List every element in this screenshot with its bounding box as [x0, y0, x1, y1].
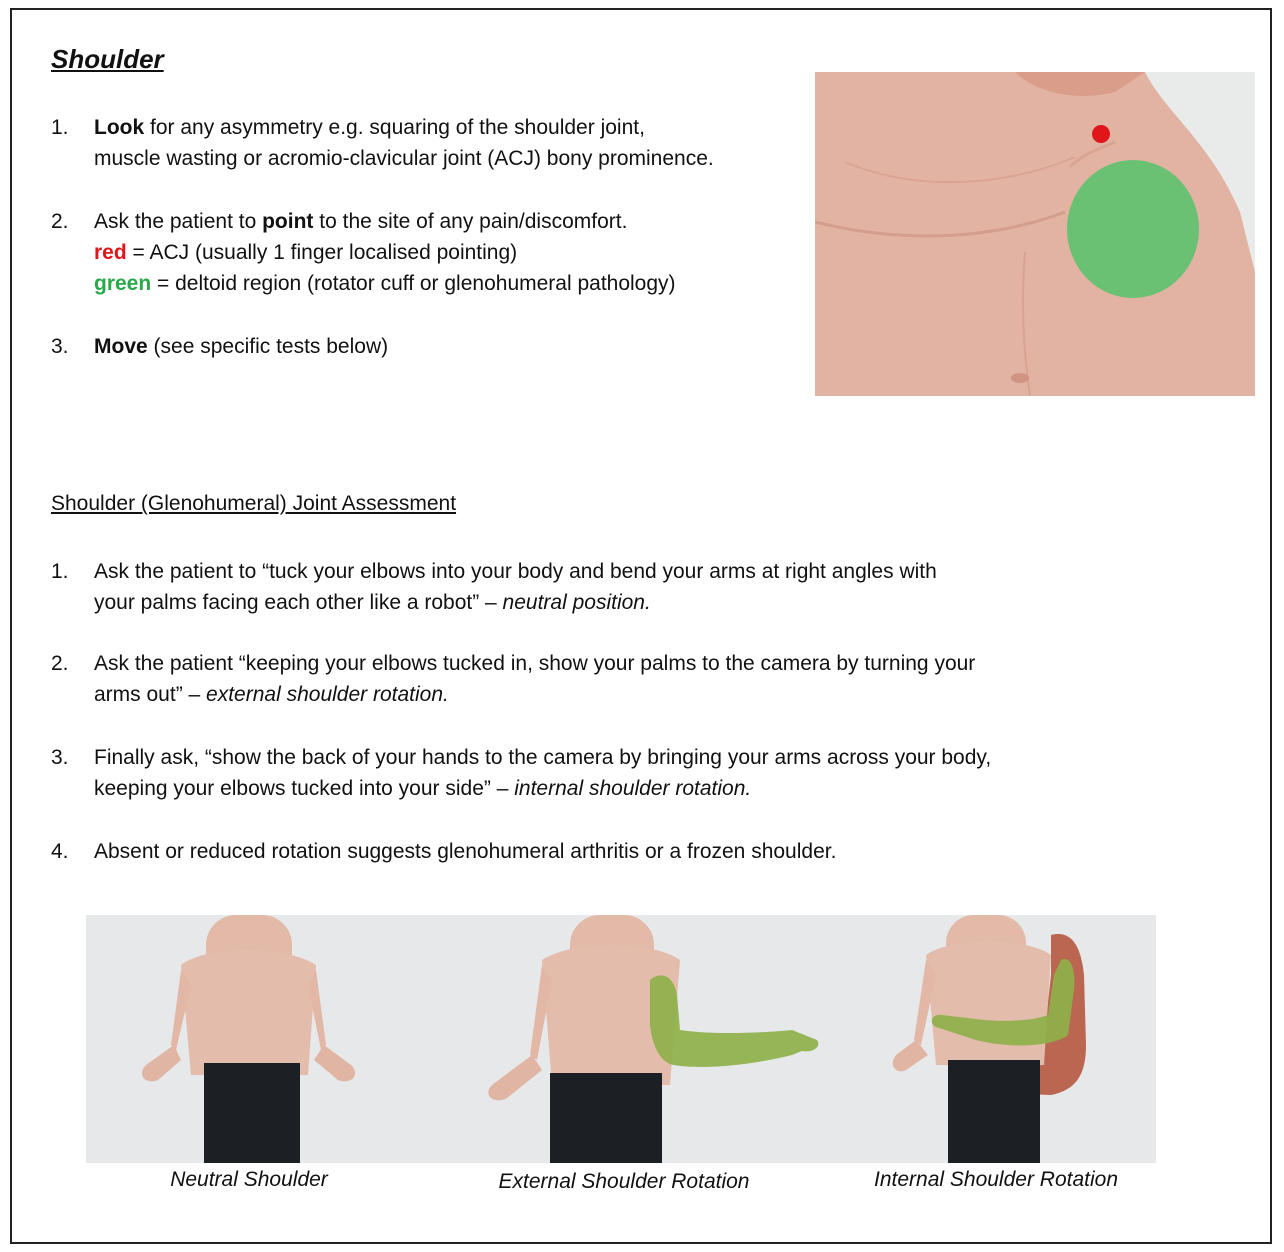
step-result: internal shoulder rotation.: [514, 777, 752, 800]
page-title: Shoulder: [51, 44, 164, 74]
chest-photo: [815, 72, 1255, 396]
step-text: keeping your elbows tucked into your side” –: [94, 777, 515, 800]
step-text: Ask the patient to: [94, 210, 263, 233]
step-text: muscle wasting or acromio-clavicular joint (ACJ) bony prominence.: [94, 147, 714, 170]
shoulder-steps: [51, 112, 714, 362]
section-subheading: Shoulder (Glenohumeral) Joint Assessment: [51, 492, 457, 515]
assessment-steps: [51, 556, 1151, 867]
assessment-step: [51, 648, 1151, 710]
step-text: Ask the patient “keeping your elbows tucked in, show your palms to the camera by turning your: [94, 652, 976, 675]
deltoid-region-marker: [1067, 160, 1199, 298]
step-number: 1.: [51, 116, 69, 139]
green-description: = deltoid region (rotator cuff or glenohumeral pathology): [151, 272, 676, 295]
assessment-step: [51, 556, 1151, 618]
step-text: Finally ask, “show the back of your hands to the camera by bringing your arms across your body,: [94, 746, 992, 769]
red-description: = ACJ (usually 1 finger localised pointing): [126, 241, 518, 264]
step-text: Absent or reduced rotation suggests glenohumeral arthritis or a frozen shoulder.: [94, 840, 837, 863]
step-result: external shoulder rotation.: [206, 683, 449, 706]
step-text: your palms facing each other like a robot” –: [94, 591, 503, 614]
step-keyword: point: [262, 210, 314, 233]
step-move: [51, 331, 714, 362]
acj-marker: [1092, 125, 1110, 143]
green-label: green: [94, 272, 152, 295]
step-text: Ask the patient to “tuck your elbows into your body and bend your arms at right angles with: [94, 560, 937, 583]
red-label: red: [94, 241, 127, 264]
step-number: 1.: [51, 560, 69, 583]
step-number: 2.: [51, 652, 69, 675]
caption-internal: Internal Shoulder Rotation: [874, 1168, 1118, 1191]
step-point: [51, 206, 714, 299]
step-look: [51, 112, 714, 174]
step-number: 3.: [51, 746, 69, 769]
step-number: 3.: [51, 335, 69, 358]
external-rotation-photo: [412, 915, 836, 1163]
caption-external: External Shoulder Rotation: [498, 1170, 750, 1193]
assessment-step: [51, 742, 1151, 804]
step-number: 4.: [51, 840, 69, 863]
step-text: arms out” –: [94, 683, 207, 706]
internal-rotation-photo: [836, 915, 1156, 1163]
step-keyword: Look: [94, 116, 145, 139]
step-text: (see specific tests below): [147, 335, 389, 358]
neutral-shoulder-photo: [86, 915, 412, 1163]
step-result: neutral position.: [502, 591, 651, 614]
step-keyword: Move: [94, 335, 148, 358]
assessment-step: [51, 836, 1151, 867]
caption-neutral: Neutral Shoulder: [170, 1168, 328, 1191]
step-text: for any asymmetry e.g. squaring of the shoulder joint,: [144, 116, 645, 139]
step-number: 2.: [51, 210, 69, 233]
step-text: to the site of any pain/discomfort.: [313, 210, 628, 233]
